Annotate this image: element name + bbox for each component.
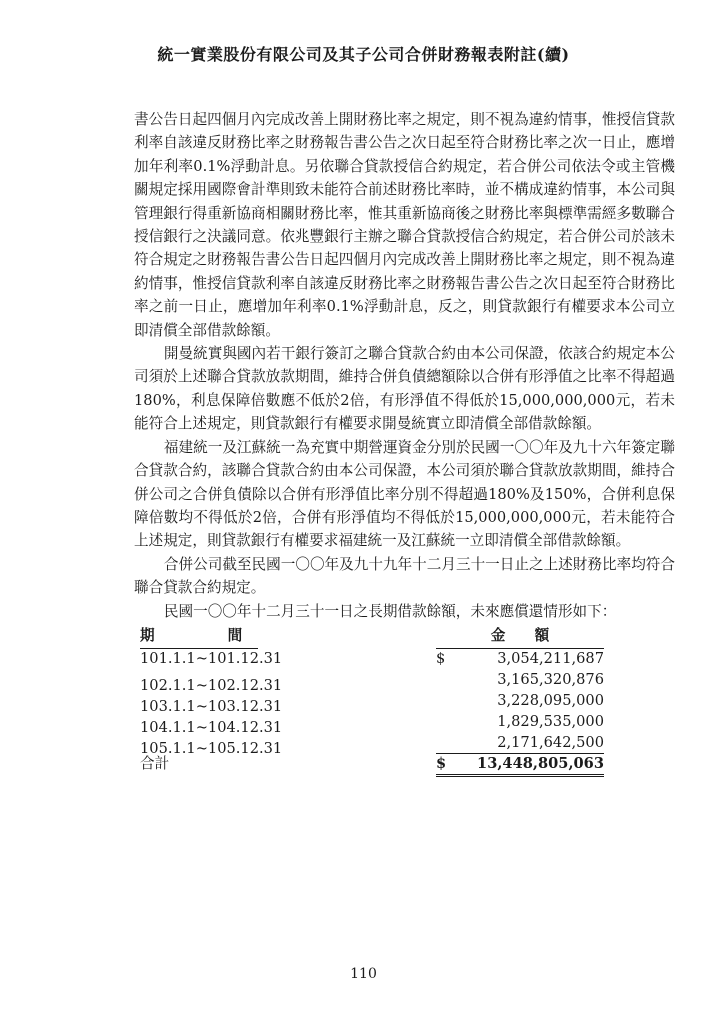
amount-value: 2,171,642,500 — [497, 733, 604, 751]
period-column-header: 期 間 — [140, 624, 258, 649]
amount-cell — [436, 669, 604, 690]
table-row — [140, 648, 675, 669]
amount-cell — [436, 690, 604, 711]
amount-column-header: 金 額 — [436, 624, 604, 649]
currency-symbol: $ — [436, 649, 446, 667]
paragraph-cayman-loan: 開曼統實與國內若干銀行簽訂之聯合貸款合約由本公司保證，依該合約規定本公司須於上述聯合貸款放款期間，維持合併負債總額除以合併有形淨值之比率不得超過180%，利息保障倍數應不低於2倍，有形淨值不得低於15,000,000,000元，若未能符合上述規定，則貸款銀行有權要求開曼統實立即清償全部借款餘額。 — [134, 345, 675, 433]
amount-value: 3,165,320,876 — [497, 670, 604, 688]
page-number: 110 — [350, 966, 377, 982]
amount-value: 13,448,805,063 — [477, 754, 604, 772]
period-cell: 105.1.1~105.12.31 — [140, 739, 283, 757]
period-cell: 102.1.1~102.12.31 — [140, 676, 283, 694]
amount-value: 3,054,211,687 — [497, 649, 604, 667]
table-total-row — [140, 753, 675, 774]
notes-body — [134, 108, 675, 774]
amount-value: 3,228,095,000 — [497, 691, 604, 709]
total-amount-cell — [436, 753, 604, 777]
currency-symbol: $ — [436, 754, 447, 772]
paragraph-ratio-compliance: 合併公司截至民國一〇〇年及九十九年十二月三十一日止之上述財務比率均符合聯合貸款合約規定。 — [134, 555, 675, 597]
amount-cell — [436, 711, 604, 732]
period-cell: 104.1.1~104.12.31 — [140, 718, 283, 736]
paragraph-continued-covenant: 書公告日起四個月內完成改善上開財務比率之規定，則不視為違約情事，惟授信貸款利率自該違反財務比率之財務報告書公告之次日起至符合財務比率之次一日止，應增加年利率0.1%浮動計息。另依聯合貸款授信合約規定，若合併公司依法令或主管機關規定採用國際會計準則致未能符合前述財務比率時，並不構成違約情事，本公司與管理銀行得重新協商相關財務比率，惟其重新協商後之財務比率與標準需經多數聯合授信銀行之決議同意。依兆豐銀行主辦之聯合貸款授信合約規定，若合併公司於該未符合規定之財務報告書公告日起四個月內完成改善上開財務比率之規定，則不視為違約情事，惟授信貸款利率自該違反財務比率之財務報告書公告之次日起至符合財務比率之前一日止，應增加年利率0.1%浮動計息，反之，則貸款銀行有權要求本公司立即清償全部借款餘額。 — [134, 111, 675, 339]
amount-cell — [436, 732, 604, 754]
paragraph-fujian-jiangsu-loan: 福建統一及江蘇統一為充實中期營運資金分別於民國一〇〇年及九十六年簽定聯合貸款合約，該聯合貸款合約由本公司保證，本公司須於聯合貸款放款期間，維持合併公司之合併負債除以合併有形淨值比率分別不得超過180%及150%，合併利息保障倍數均不得低於2倍，合併有形淨值均不得低於15,000,000,000元，若未能符合上述規定，則貸款銀行有權要求福建統一及江蘇統一立即清償全部借款餘額。 — [134, 438, 675, 550]
period-cell: 101.1.1~101.12.31 — [140, 649, 283, 667]
amount-value: 1,829,535,000 — [497, 712, 604, 730]
total-label: 合計 — [140, 754, 170, 772]
repayment-schedule-table — [134, 624, 675, 774]
table-header-row — [140, 624, 675, 648]
paragraph-repayment-intro: 民國一〇〇年十二月三十一日之長期借款餘額，未來應償還情形如下： — [163, 602, 617, 620]
document-title: 統一實業股份有限公司及其子公司合併財務報表附註(續) — [157, 45, 570, 64]
period-cell: 103.1.1~103.12.31 — [140, 697, 283, 715]
table-row — [140, 669, 675, 694]
amount-cell — [436, 648, 604, 669]
